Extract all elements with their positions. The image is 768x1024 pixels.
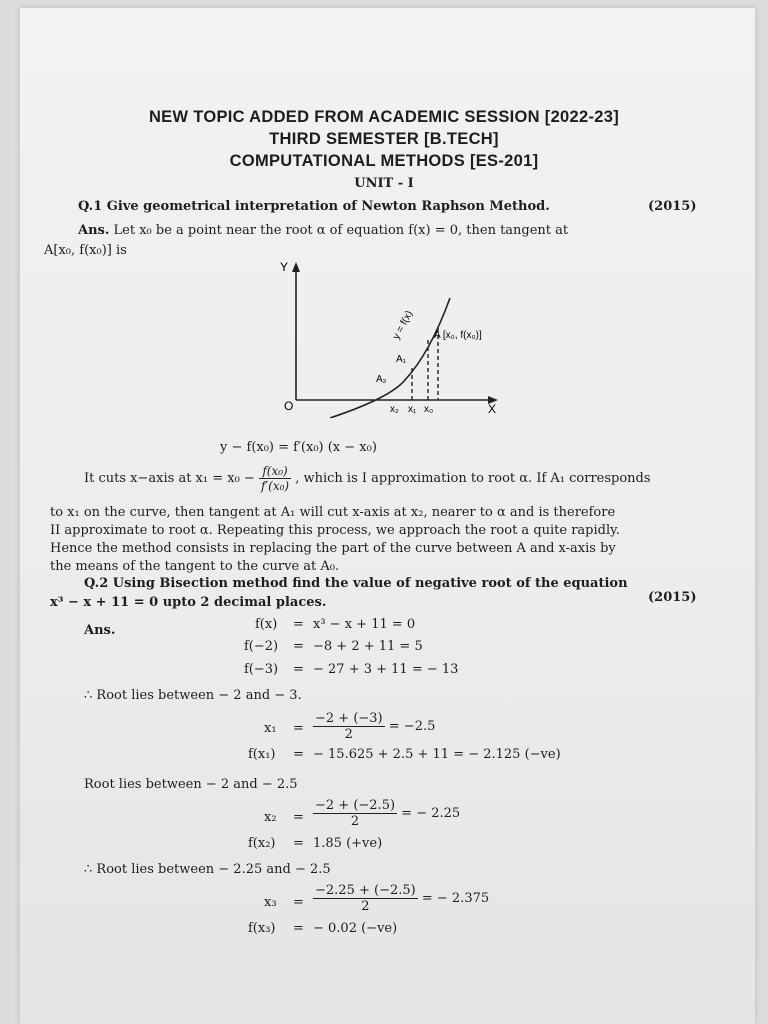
origin-label: O: [284, 399, 294, 413]
x2-lhs: x₂: [264, 810, 277, 825]
x1-denominator: 2: [344, 727, 353, 742]
fx2-rhs: 1.85 (+ve): [313, 836, 383, 851]
y-axis-label: Y: [280, 260, 289, 274]
q1-answer-text: Let x₀ be a point near the root α of equation f(x) = 0, then tangent at: [113, 223, 569, 238]
x1-lhs: x₁: [264, 721, 277, 736]
cuts-suffix: , which is I approximation to root α. If A₁ corresponds: [295, 471, 651, 486]
x2-eq: =: [293, 810, 304, 825]
q1-answer-line1: [78, 223, 568, 238]
header-semester: THIRD SEMESTER [B.TECH]: [269, 130, 499, 148]
newton-fraction: [259, 464, 291, 493]
unit-title: UNIT - I: [354, 176, 414, 191]
paragraph-line-1: to x₁ on the curve, then tangent at A₁ will cut x-axis at x₂, nearer to α and is therefore: [50, 505, 616, 520]
x0-label: x₀: [424, 404, 434, 415]
fx2-eq: =: [293, 836, 304, 851]
step-fx-rhs: x³ − x + 11 = 0: [313, 617, 416, 632]
x2-result: = − 2.25: [401, 806, 461, 821]
x3-denominator: 2: [361, 899, 370, 914]
step-f-minus2-lhs: f(−2): [244, 639, 279, 654]
x3-result: = − 2.375: [421, 891, 490, 906]
x3-eq: =: [293, 895, 304, 910]
step-f-minus3-eq: =: [293, 662, 304, 677]
fx3-lhs: f(x₃): [248, 921, 276, 936]
step-fx-eq: =: [293, 617, 304, 632]
y-axis-arrow: [292, 262, 300, 272]
x1-result: = −2.5: [388, 719, 436, 734]
x3-lhs: x₃: [264, 895, 277, 910]
step-f-minus2-eq: =: [293, 639, 304, 654]
fx1-lhs: f(x₁): [248, 747, 276, 762]
header-course: COMPUTATIONAL METHODS [ES-201]: [229, 152, 539, 170]
q2-answer-label: Ans.: [84, 623, 116, 638]
fx2-lhs: f(x₂): [248, 836, 276, 851]
x1-fraction-line: [313, 711, 435, 742]
step-fx-lhs: f(x): [255, 617, 278, 632]
point-a1-label: A₁: [396, 354, 407, 365]
x-axis-label: X: [488, 402, 497, 416]
q2-question-line1: Q.2 Using Bisection method find the value of negative root of the equation: [84, 576, 628, 591]
x3-numerator: −2.25 + (−2.5): [315, 883, 416, 898]
cuts-x-axis-line: [84, 464, 651, 493]
paragraph-line-4: the means of the tangent to the curve at A₀.: [50, 559, 340, 574]
header-session: NEW TOPIC ADDED FROM ACADEMIC SESSION [2022-23]: [148, 108, 620, 126]
q2-question-line2: x³ − x + 11 = 0 upto 2 decimal places.: [50, 595, 327, 610]
q2-year: (2015): [648, 590, 697, 605]
fx3-eq: =: [293, 921, 304, 936]
tangent-equation: y − f(x₀) = f′(x₀) (x − x₀): [220, 440, 377, 455]
root-statement-2: Root lies between − 2 and − 2.5: [84, 777, 298, 792]
q1-question: Q.1 Give geometrical interpretation of Newton Raphson Method.: [78, 199, 550, 214]
x1-numerator: −2 + (−3): [315, 711, 383, 726]
step-f-minus3-lhs: f(−3): [244, 662, 279, 677]
newton-raphson-graph: [270, 258, 510, 418]
cuts-prefix: It cuts x−axis at x₁ = x₀ −: [84, 471, 255, 486]
q1-answer-label: Ans.: [78, 223, 110, 238]
point-a-label: A [x₀, f(x₀)]: [434, 330, 482, 341]
curve-label: y = f(x): [390, 309, 416, 342]
root-statement-1: ∴ Root lies between − 2 and − 3.: [84, 688, 302, 703]
q1-answer-line2: A[x₀, f(x₀)] is: [44, 243, 127, 258]
x2-fraction-line: [313, 798, 460, 829]
q1-year: (2015): [648, 199, 697, 214]
x2-fraction: [313, 798, 397, 829]
fx3-rhs: − 0.02 (−ve): [313, 921, 398, 936]
step-f-minus3-rhs: − 27 + 3 + 11 = − 13: [313, 662, 459, 677]
x1-fraction: [313, 711, 385, 742]
paragraph-line-2: II approximate to root α. Repeating this process, we approach the root a quite rapidly.: [50, 523, 620, 538]
step-f-minus2-rhs: −8 + 2 + 11 = 5: [313, 639, 423, 654]
x2-numerator: −2 + (−2.5): [315, 798, 396, 813]
x2-denominator: 2: [350, 814, 360, 829]
fraction-numerator: f(x₀): [259, 464, 291, 479]
x1-eq: =: [293, 721, 304, 736]
x2-label: x₂: [390, 404, 399, 415]
fx1-rhs: − 15.625 + 2.5 + 11 = − 2.125 (−ve): [313, 747, 561, 762]
fx1-eq: =: [293, 747, 304, 762]
x3-fraction-line: [313, 883, 489, 914]
fraction-denominator: f′(x₀): [260, 479, 290, 493]
paragraph-line-3: Hence the method consists in replacing the part of the curve between A and x-axis by: [50, 541, 616, 556]
x1-label: x₁: [408, 404, 417, 415]
point-a2-label: A₂: [376, 374, 387, 385]
root-statement-3: ∴ Root lies between − 2.25 and − 2.5: [84, 862, 331, 877]
x3-fraction: [313, 883, 418, 914]
